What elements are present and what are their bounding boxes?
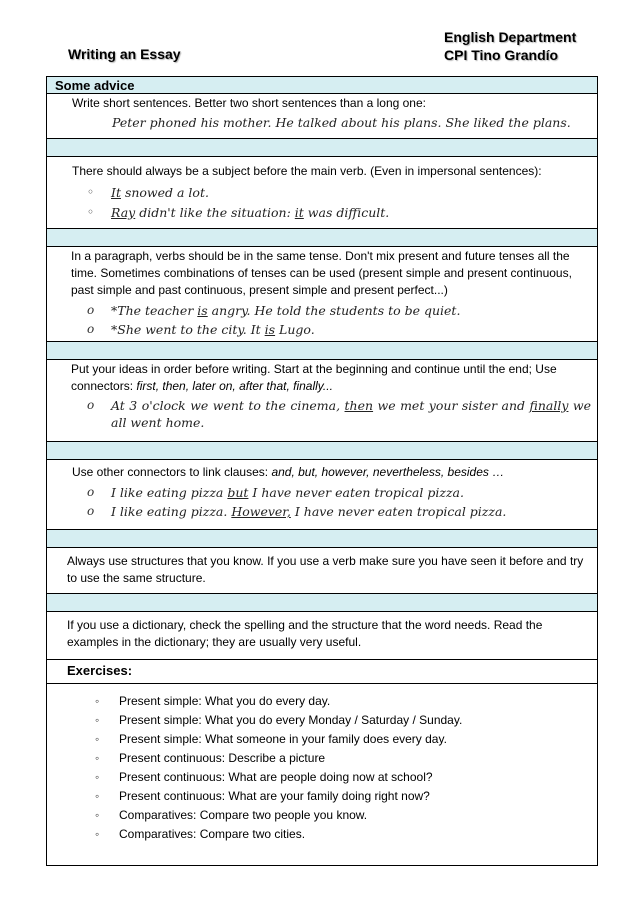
bullet-icon: ◦: [95, 827, 100, 841]
bullet-icon: o: [87, 322, 95, 336]
bullet-icon: ◦: [87, 185, 95, 199]
bullet-icon: o: [87, 485, 95, 499]
advice-table: [46, 76, 598, 866]
separator-row: [47, 229, 597, 247]
separator-row: [47, 594, 597, 612]
bullet-icon: ◦: [95, 770, 100, 784]
bullet-icon: ◦: [95, 808, 100, 822]
advice-dictionary: [47, 612, 597, 660]
bullet-icon: ◦: [87, 205, 95, 219]
example-rest: didn't like the situation:: [135, 205, 295, 220]
separator-row: [47, 342, 597, 360]
advice-text-part: Use other connectors to link clauses:: [72, 465, 272, 479]
example-text: we all went home.: [111, 398, 591, 430]
department-block: [444, 28, 576, 64]
example-subject: Ray: [111, 205, 136, 220]
exercise-text: Comparatives: Compare two people you know.: [119, 808, 368, 822]
list-item: [95, 711, 597, 730]
separator-row: [47, 530, 597, 548]
example-sentence: Peter phoned his mother. He talked about his plans. She liked the plans.: [112, 115, 571, 130]
advice-connectors: [47, 460, 597, 530]
example-connector: but: [227, 485, 249, 500]
example-subject: It: [111, 185, 121, 200]
exercises-list: [47, 684, 597, 844]
example-rest: snowed a lot.: [120, 185, 209, 200]
example-text: I like eating pizza: [111, 485, 228, 500]
list-item: [95, 806, 597, 825]
example-text: Lugo.: [275, 322, 315, 337]
exercise-text: Present simple: What someone in your family does every day.: [119, 732, 447, 746]
example-verb: is: [197, 303, 208, 318]
example-item: [71, 397, 591, 431]
list-item: [95, 730, 597, 749]
school-name: CPI Tino Grandío: [444, 47, 559, 63]
advice-known-structures: [47, 548, 597, 594]
bullet-icon: o: [87, 303, 95, 317]
list-item: [95, 787, 597, 806]
example-item: [72, 503, 591, 520]
exercise-text: Present simple: What you do every Monday / Saturday / Sunday.: [119, 713, 463, 727]
list-item: [95, 692, 597, 711]
example-connector: However,: [231, 504, 291, 519]
example-item: [71, 302, 591, 319]
example-text: I have never eaten tropical pizza.: [248, 485, 464, 500]
list-item: [95, 749, 597, 768]
example-subject: it: [294, 205, 304, 220]
advice-text: [71, 361, 591, 395]
bullet-icon: ◦: [95, 732, 100, 746]
exercises-header: Exercises:: [47, 660, 597, 684]
example-connector: finally: [529, 398, 569, 413]
example-text: I have never eaten tropical pizza.: [290, 504, 507, 519]
advice-same-tense: [47, 247, 597, 342]
advice-text: There should always be a subject before the main verb. (Even in impersonal sentences):: [72, 164, 542, 178]
example-connector: then: [344, 398, 374, 413]
bullet-icon: o: [87, 504, 95, 518]
bullet-icon: ◦: [95, 789, 100, 803]
example-item: [72, 184, 591, 201]
bullet-icon: ◦: [95, 713, 100, 727]
example-item: [72, 204, 591, 221]
example-text: *She went to the city. It: [111, 322, 265, 337]
exercise-text: Present continuous: What are your family doing right now?: [119, 789, 430, 803]
connector-list: first, then, later on, after that, finally...: [136, 379, 333, 393]
example-text: angry. He told the students to be quiet.: [207, 303, 461, 318]
department-name: English Department: [444, 29, 577, 45]
page-title: Writing an Essay: [68, 46, 181, 62]
bullet-icon: o: [87, 398, 95, 412]
example-verb: is: [264, 322, 276, 337]
advice-order-ideas: [47, 360, 597, 442]
separator-row: [47, 139, 597, 157]
bullet-icon: ◦: [95, 694, 100, 708]
example-text: we met your sister and: [373, 398, 530, 413]
exercise-text: Present simple: What you do every day.: [119, 694, 331, 708]
exercise-text: Present continuous: What are people doing now at school?: [119, 770, 433, 784]
advice-text-part: Put your ideas in order before writing. Start at the beginning and continue until the end; Use connectors:: [71, 362, 557, 393]
advice-subject-before-verb: [47, 157, 597, 229]
advice-short-sentences: [47, 94, 597, 139]
example-text: *The teacher: [111, 303, 198, 318]
list-item: [95, 768, 597, 787]
connector-list: and, but, however, nevertheless, besides …: [271, 465, 505, 479]
exercise-text: Comparatives: Compare two cities.: [119, 827, 306, 841]
advice-text: If you use a dictionary, check the spelling and the structure that the word needs. Read the examples in the dictionary; they are usually very useful.: [67, 618, 543, 649]
list-item: [95, 825, 597, 844]
example-item: [72, 484, 591, 501]
example-item: [71, 321, 591, 338]
example-text: At 3 o'clock we went to the cinema,: [111, 398, 345, 413]
example-text: I like eating pizza.: [111, 504, 232, 519]
advice-header: Some advice: [47, 77, 597, 94]
example-rest: was difficult.: [303, 205, 390, 220]
advice-text: In a paragraph, verbs should be in the same tense. Don't mix present and future tenses all the time. Sometimes combinations of tenses can be used (present simple and present continuous, past simple and past continuous, present simple and present perfect...): [71, 249, 572, 297]
advice-text: Write short sentences. Better two short sentences than a long one:: [72, 96, 426, 110]
bullet-icon: ◦: [95, 751, 100, 765]
exercise-text: Present continuous: Describe a picture: [119, 751, 326, 765]
separator-row: [47, 442, 597, 460]
advice-text: Always use structures that you know. If you use a verb make sure you have seen it before and try to use the same structure.: [67, 554, 584, 585]
advice-text: [72, 464, 591, 481]
